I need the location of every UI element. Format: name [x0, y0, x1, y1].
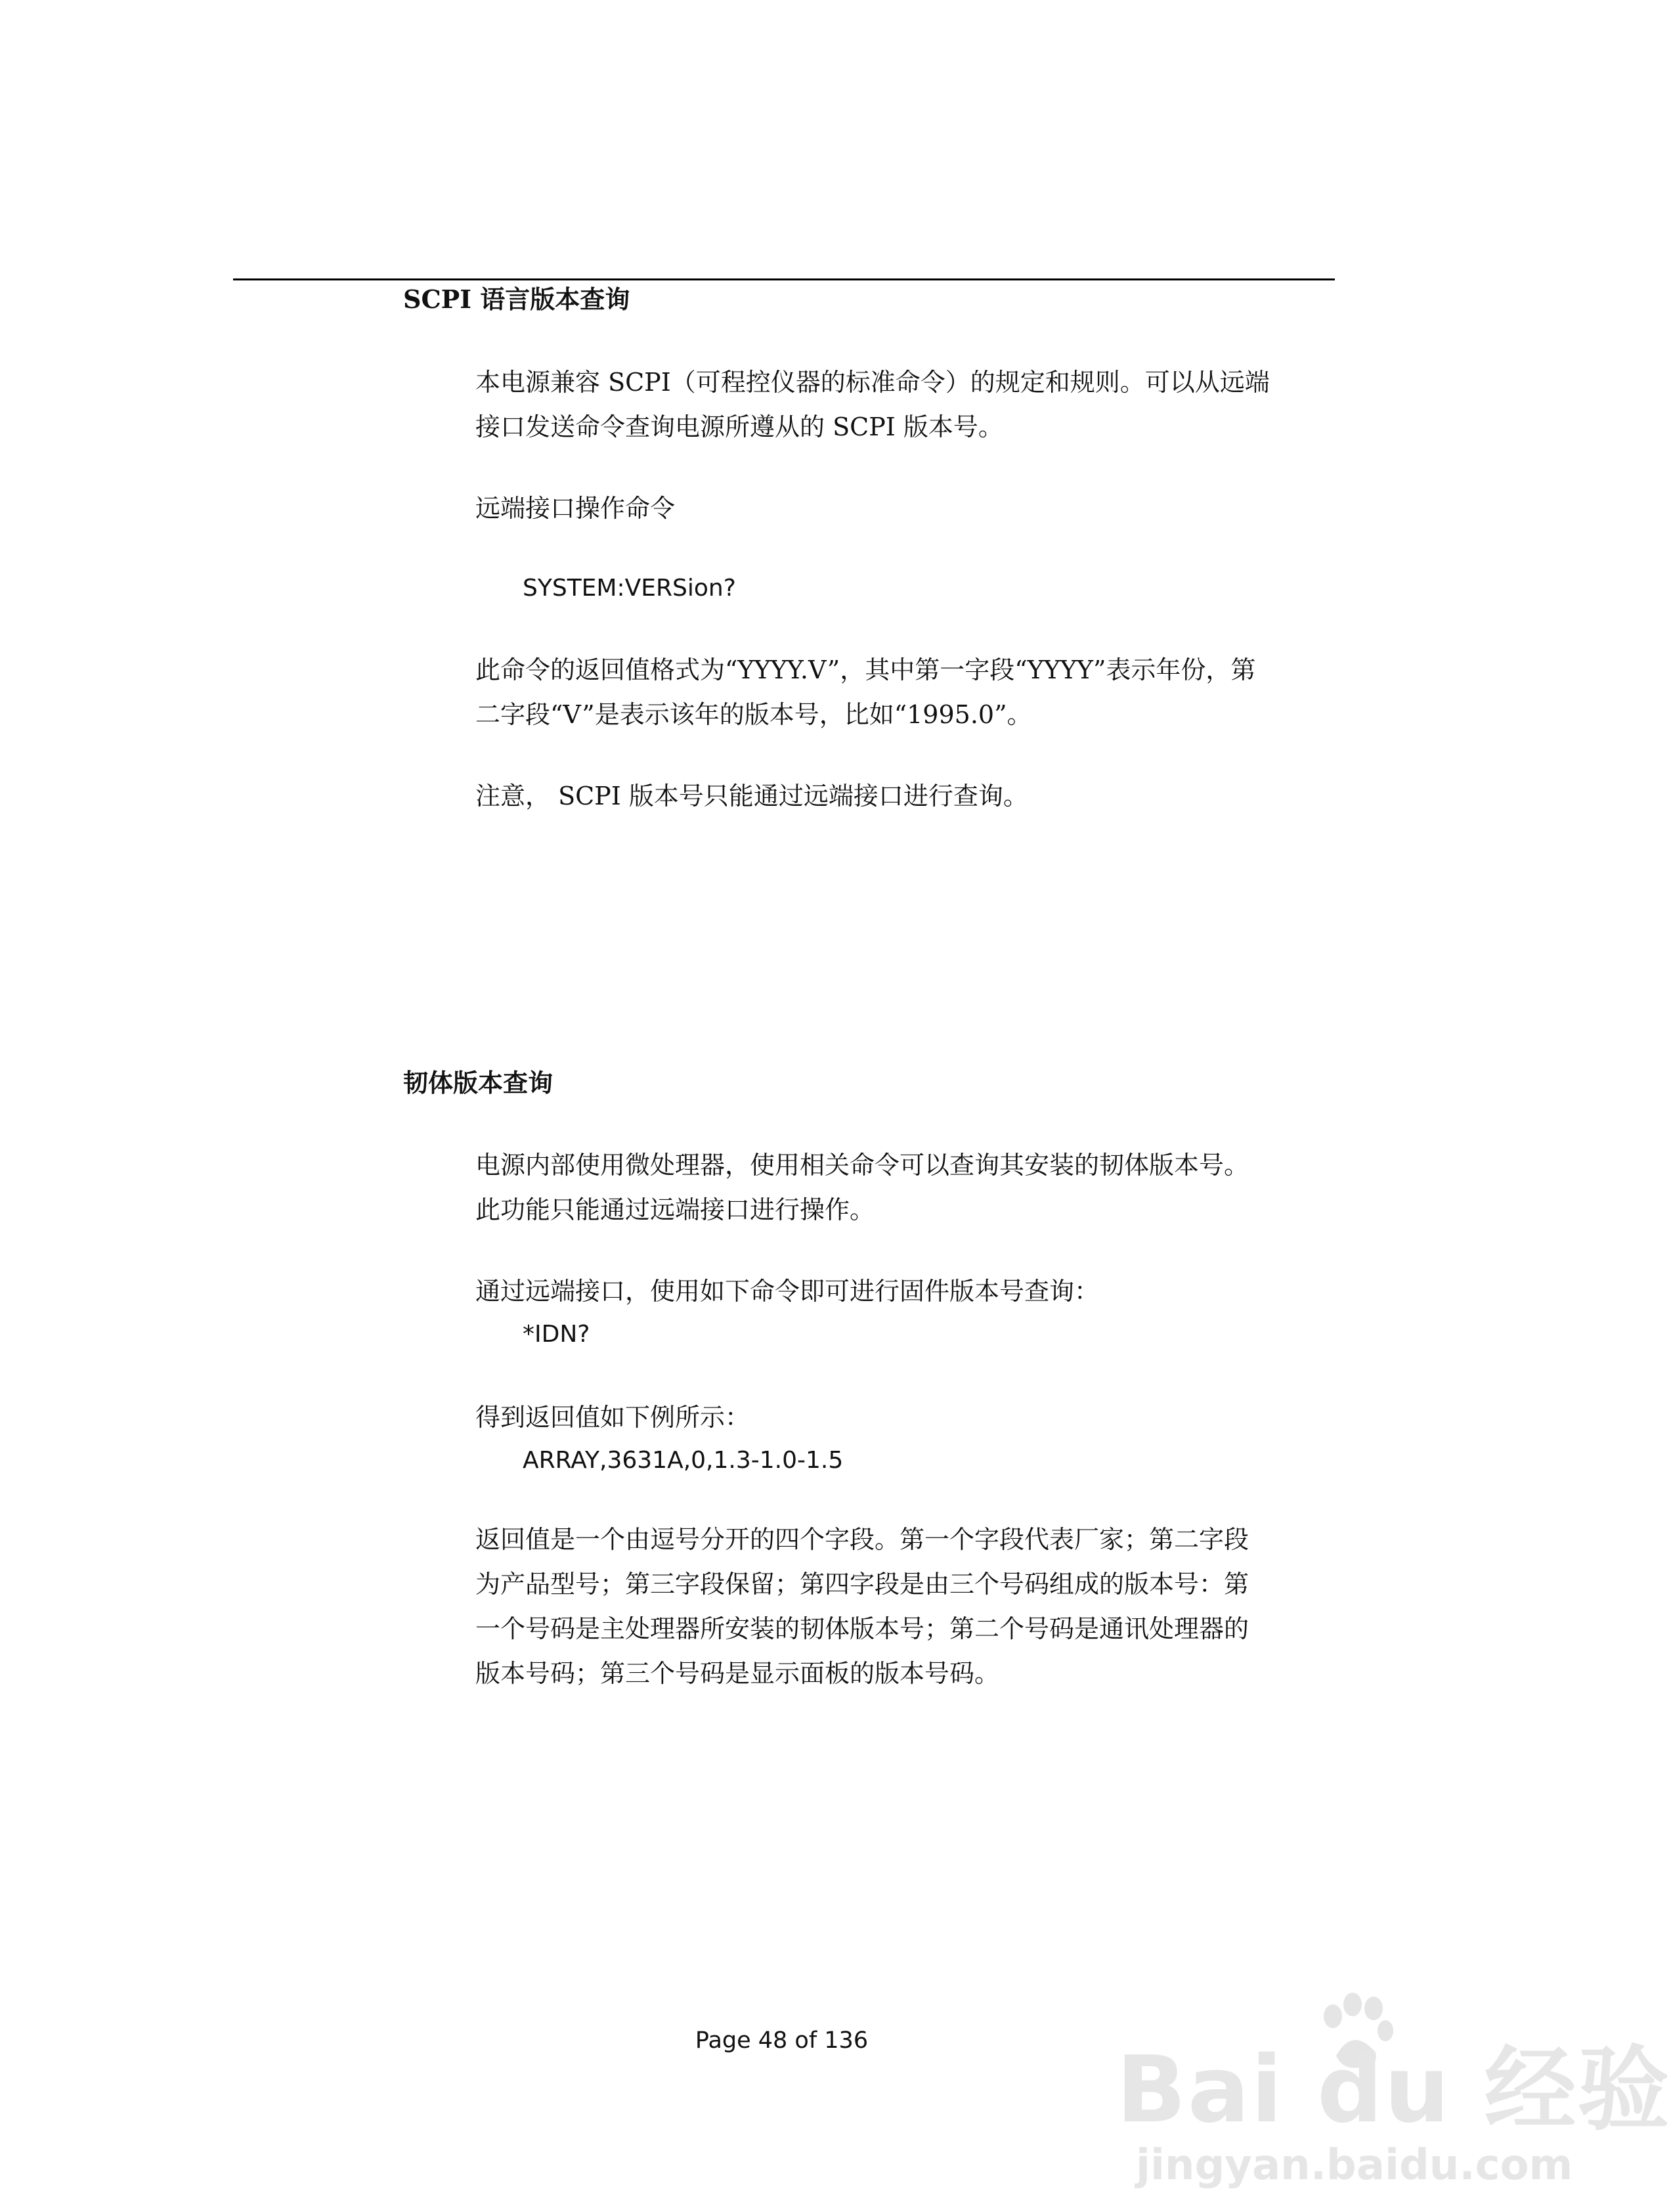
- page-number-footer: Page 48 of 136: [695, 2027, 869, 2054]
- watermark-logo-text: Bai du 经验: [1116, 2037, 1671, 2144]
- paragraph-note: [475, 774, 1342, 818]
- section-heading-scpi-version: SCPI 语言版本查询: [403, 284, 630, 314]
- header-rule: [233, 278, 1335, 280]
- paragraph-line: 得到返回值如下例所示：: [475, 1403, 750, 1432]
- paragraph-scpi-intro: [475, 360, 1342, 449]
- paragraph-line: 远端接口操作命令: [475, 494, 676, 523]
- paragraph-firmware-command-label: [475, 1269, 1342, 1314]
- paragraph-line: 返回值是一个由逗号分开的四个字段。第一个字段代表厂家；第二字段: [475, 1525, 1249, 1554]
- paragraph-firmware-intro: [475, 1143, 1342, 1232]
- paragraph-line: 接口发送命令查询电源所遵从的 SCPI 版本号。: [475, 412, 1003, 441]
- watermark-site: jingyan.baidu.com: [1136, 2141, 1573, 2190]
- paragraph-line: 通过远端接口，使用如下命令即可进行固件版本号查询：: [475, 1277, 1100, 1306]
- paragraph-line: 电源内部使用微处理器，使用相关命令可以查询其安装的韧体版本号。: [475, 1151, 1249, 1180]
- paragraph-line: 注意， SCPI 版本号只能通过远端接口进行查询。: [475, 782, 1028, 810]
- paragraph-return-format: [475, 648, 1342, 737]
- paragraph-line: 一个号码是主处理器所安装的韧体版本号；第二个号码是通讯处理器的: [475, 1614, 1249, 1643]
- paragraph-remote-command-label: [475, 486, 1342, 531]
- paragraph-line: 此命令的返回值格式为“YYYY.V”，其中第一字段“YYYY”表示年份，第: [475, 655, 1256, 684]
- return-value-example: ARRAY,3631A,0,1.3-1.0-1.5: [523, 1447, 844, 1474]
- command-system-version: SYSTEM:VERSion?: [523, 575, 736, 602]
- paragraph-return-explanation: [475, 1517, 1342, 1696]
- paragraph-line: 本电源兼容 SCPI（可程控仪器的标准命令）的规定和规则。可以从远端: [475, 368, 1270, 397]
- section-heading-firmware-version: 韧体版本查询: [403, 1068, 553, 1097]
- baidu-jingyan-watermark: [1116, 1990, 1671, 2200]
- paragraph-line: 此功能只能通过远端接口进行操作。: [475, 1195, 875, 1224]
- paragraph-line: 为产品型号；第三字段保留；第四字段是由三个号码组成的版本号：第: [475, 1570, 1249, 1599]
- paragraph-line: 二字段“V”是表示该年的版本号，比如“1995.0”。: [475, 700, 1032, 729]
- paragraph-return-example-label: [475, 1395, 1342, 1440]
- paragraph-line: 版本号码；第三个号码是显示面板的版本号码。: [475, 1659, 1000, 1688]
- command-idn: *IDN?: [523, 1321, 590, 1348]
